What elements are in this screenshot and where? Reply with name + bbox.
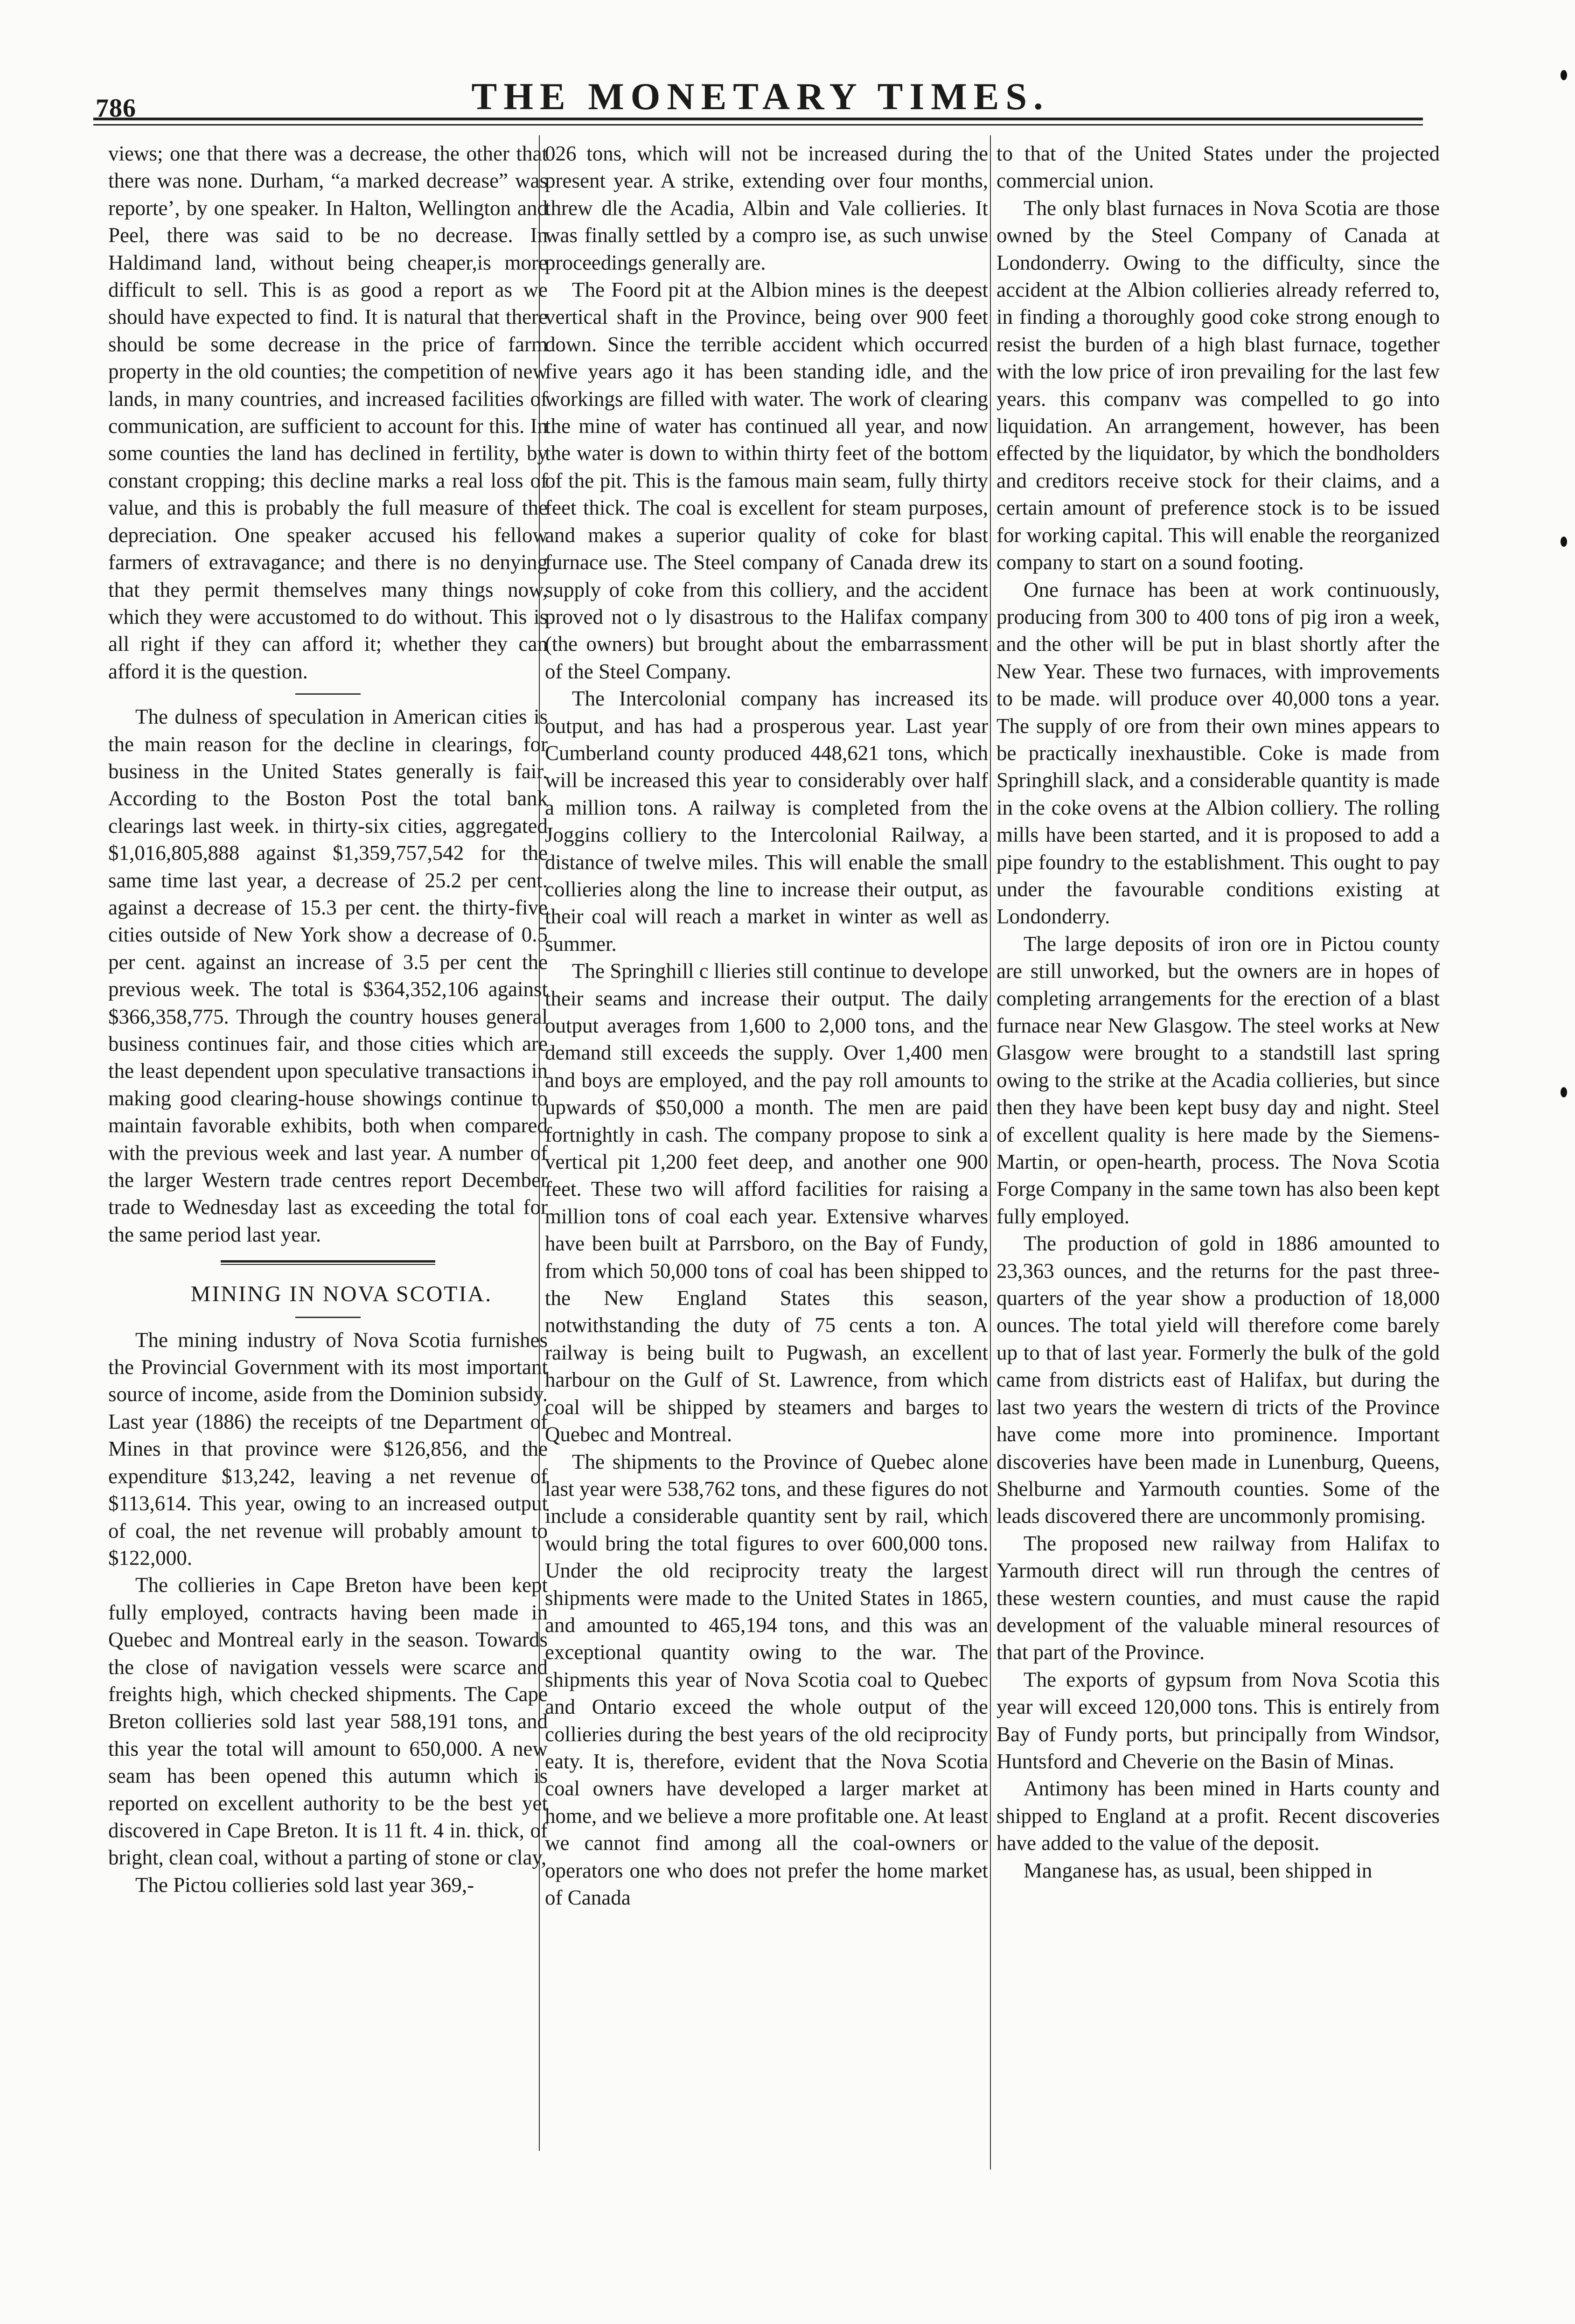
masthead-rule-thin: [93, 124, 1423, 126]
column-divider: [990, 135, 991, 2170]
article-paragraph: The mining industry of Nova Scotia furnishes the Provincial Government with its most important source of income, aside from the Dominion subsidy. Last year (1886) the receipts of tne Department of Mines in that province were $126,856, and the expenditure $13,242, leaving a net revenue of $113,614. This year, owing to an increased output of coal, the net revenue will probably amount to $122,000.: [108, 1328, 548, 1570]
section-divider: [295, 693, 361, 695]
article-paragraph: One furnace has been at work continuously, producing from 300 to 400 tons of pig iron a week, and the other will be put in blast shortly after the New Year. These two furnaces, with improvements to be made. will produce over 40,000 tons a year. The supply of ore from their own mines appears to be practically inexhaustible. Coke is made from Springhill slack, and a considerable quantity is made in the coke ovens at the Albion colliery. The rolling mills have been started, and it is proposed to add a pipe foundry to the establishment. This ought to pay under the favourable conditions existing at Londonderry.: [997, 578, 1440, 928]
scan-mark: [1561, 1087, 1567, 1097]
scan-mark: [1561, 70, 1567, 80]
article-paragraph: The proposed new railway from Halifax to Yarmouth direct will run through the centres of these western counties, and must cause the rapid development of the valuable mineral resources of that part of the Province.: [997, 1531, 1440, 1664]
masthead-title: THE MONETARY TIMES.: [471, 75, 1050, 118]
article-paragraph: The shipments to the Province of Quebec alone last year were 538,762 tons, and these figures do not include a considerable quantity sent by rail, which would bring the total figures to over 600,000 tons. Under the old reciprocity treaty the largest shipments were made to the United States in 1865, and amounted to 465,194 tons, and this was an exceptional quantity owing to the war. The shipments this year of Nova Scotia coal to Quebec and Ontario exceed the whole output of the collieries during the best years of the old reciprocity eaty. It is, therefore, evident that the Nova Scotia coal owners have developed a larger market at home, and we believe a more profitable one. At least we cannot find among all the coal-owners or operators one who does not prefer the home market of Canada: [545, 1450, 988, 1909]
article-paragraph: The production of gold in 1886 amounted to 23,363 ounces, and the returns for the past three-quarters of the year show a production of 18,000 ounces. The total yield will therefore come barely up to that of last year. Formerly the bulk of the gold came from districts east of Halifax, but during the last two years the western di tricts of the Province have come more into prominence. Important discoveries have been made in Lunenburg, Queens, Shelburne and Yarmouth counties. Some of the leads discovered there are uncommonly promising.: [997, 1232, 1440, 1528]
column-3: [997, 140, 1440, 2305]
article-paragraph: Manganese has, as usual, been shipped in: [1024, 1858, 1373, 1882]
scan-mark: [1561, 537, 1567, 547]
article-paragraph: views; one that there was a decrease, the other that there was none. Durham, “a marked decrease” was reporte’, by one speaker. In Halton, Wellington and Peel, there was said to be no decrease. In Haldimand land, without being cheaper,is more difficult to sell. This is as good a report as we should have expected to find. It is natural that there should be some decrease in the price of farm property in the old counties; the competition of new lands, in many countries, and increased facilities of communication, are sufficient to account for this. In some counties the land has declined in fertility, by constant cropping; this decline marks a real loss of value, and this is probably the full measure of the depreciation. One speaker accused his fellow farmers of extravagance; and there is no denying that they permit themselves many things now, which they were accustomed to do without. This is all right if they can afford it; whether they can afford it is the question.: [108, 142, 548, 683]
masthead-rule: [93, 118, 1423, 120]
article-divider: [221, 1260, 435, 1265]
article-paragraph: Antimony has been mined in Harts county and shipped to England at a profit. Recent discoveries have added to the value of the deposit.: [997, 1777, 1440, 1855]
article-paragraph: The Foord pit at the Albion mines is the deepest vertical shaft in the Province, being over 900 feet down. Since the terrible accident which occurred five years ago it has been standing idle, and the workings are filled with water. The work of clearing the mine of water has continued all year, and now the water is down to within thirty feet of the bottom of the pit. This is the famous main seam, fully thirty feet thick. The coal is excellent for steam purposes, and makes a superior quality of coke for blast furnace use. The Steel company of Canada drew its supply of coke from this colliery, and the accident proved not o ly disastrous to the Halifax company (the owners) but brought about the embarrassment of the Steel Company.: [545, 278, 988, 683]
article-paragraph: The only blast furnaces in Nova Scotia are those owned by the Steel Company of Canada at Londonderry. Owing to the difficulty, since the accident at the Albion collieries already referred to, in finding a thoroughly good coke strong enough to resist the burden of a high blast furnace, together with the low price of iron prevailing for the last few years. this companv was compelled to go into liquidation. An arrangement, however, has been effected by the liquidator, by which the bondholders and creditors receive stock for their claims, and a certain amount of preference stock is to be issued for working capital. This will enable the reorganized company to start on a sound footing.: [997, 196, 1440, 574]
article-paragraph: The Springhill c llieries still continue to develope their seams and increase their output. The daily output averages from 1,600 to 2,000 tons, and the demand still exceeds the supply. Over 1,400 men and boys are employed, and the pay roll amounts to upwards of $50,000 a month. The men are paid fortnightly in cash. The company propose to sink a vertical pit 1,200 feet deep, and another one 900 feet. These two will afford facilities for raising a million tons of coal each year. Extensive wharves have been built at Parrsboro, on the Bay of Fundy, from which 50,000 tons of coal has been shipped to the New England States this season, notwithstanding the duty of 75 cents a ton. A railway is being built to Pugwash, an excellent harbour on the Gulf of St. Lawrence, from which coal will be shipped by steamers and barges to Quebec and Montreal.: [545, 959, 988, 1446]
column-2: [545, 140, 988, 2305]
heading-divider: [295, 1317, 361, 1318]
article-paragraph: The exports of gypsum from Nova Scotia this year will exceed 120,000 tons. This is entirely from Bay of Fundy ports, but principally from Windsor, Huntsford and Cheverie on the Basin of Minas.: [997, 1668, 1440, 1773]
article-paragraph: The large deposits of iron ore in Pictou county are still unworked, but the owners are in hopes of completing arrangements for the erection of a blast furnace near New Glasgow. The steel works at New Glasgow were brought to a standstill last spring owing to the strike at the Acadia collieries, but since then they have been kept busy day and night. Steel of excellent quality is here made by the Siemens-Martin, or open-hearth, process. The Nova Scotia Forge Company in the same town has also been kept fully employed.: [997, 932, 1440, 1228]
article-paragraph: to that of the United States under the projected commercial union.: [997, 142, 1440, 193]
article-paragraph: The Pictou collieries sold last year 369,-: [135, 1873, 474, 1897]
column-1: [108, 140, 548, 2305]
page-number: 786: [96, 94, 136, 123]
article-paragraph: The collieries in Cape Breton have been kept fully employed, contracts having been made in Quebec and Montreal early in the season. Towards the close of navigation vessels were scarce and freights high, which checked shipments. The Cape Breton collieries sold last year 588,191 tons, and this year the total will amount to 650,000. A new seam has been opened this autumn which is reported on excellent authority to be the best yet discovered in Cape Breton. It is 11 ft. 4 in. thick, of bright, clean coal, without a parting of stone or clay,: [108, 1573, 548, 1870]
article-heading: MINING IN NOVA SCOTIA.: [190, 1282, 493, 1307]
article-paragraph: The dulness of speculation in American cities is the main reason for the decline in clearings, for business in the United States generally is fair. According to the Boston Post the total bank clearings last week. in thirty-six cities, aggregated $1,016,805,888 against $1,359,757,542 for the same time last year, a decrease of 25.2 per cent. against a decrease of 15.3 per cent. the thirty-five cities outside of New York show a decrease of 0.5 per cent. against an increase of 3.5 per cent the previous week. The total is $364,352,106 against $366,358,775. Through the country houses general business continues fair, and those cities which are the least dependent upon speculative transactions in making good clearing-house showings continue to maintain favorable exhibits, both when compared with the previous week and last year. A number of the larger Western trade centres report December trade to Wednesday last as exceeding the total for the same period last year.: [108, 705, 548, 1246]
article-paragraph: 026 tons, which will not be increased during the present year. A strike, extending over four months, threw dle the Acadia, Albin and Vale collieries. It was finally settled by a compro ise, as such unwise proceedings generally are.: [545, 142, 988, 274]
article-paragraph: The Intercolonial company has increased its output, and has had a prosperous year. Last year Cumberland county produced 448,621 tons, which will be increased this year to considerably over half a million tons. A railway is completed from the Joggins colliery to the Intercolonial Railway, a distance of twelve miles. This will enable the small collieries along the line to increase their output, as their coal will reach a market in winter as well as summer.: [545, 687, 988, 956]
